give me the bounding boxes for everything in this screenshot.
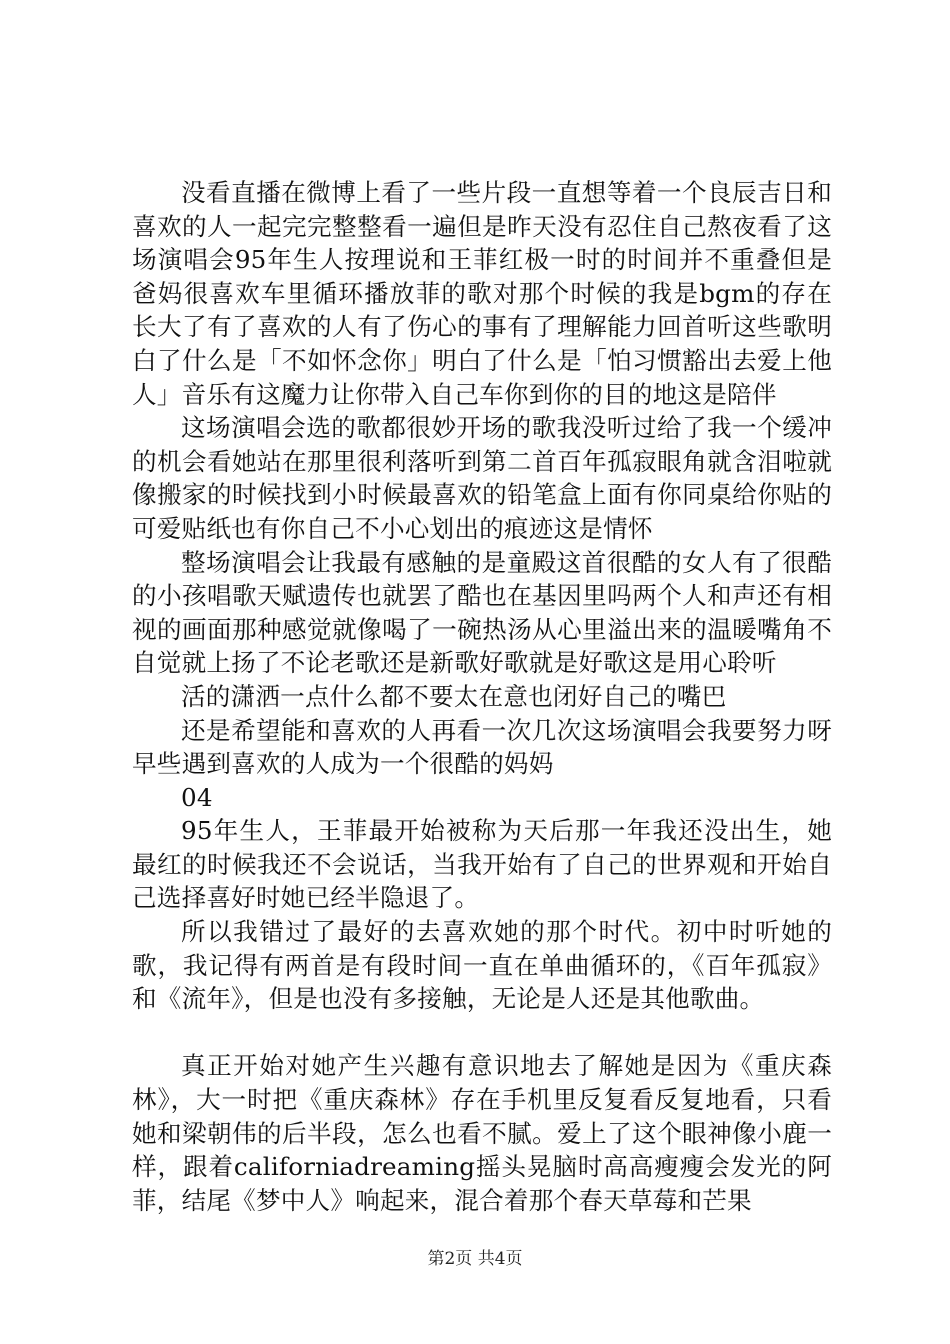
section-number: 04 bbox=[181, 782, 213, 812]
paragraph: 还是希望能和喜欢的人再看一次几次这场演唱会我要努力呀早些遇到喜欢的人成为一个很酷的妈妈 bbox=[132, 715, 832, 779]
page-footer: 第2页 共4页 bbox=[427, 1249, 523, 1269]
blank-line bbox=[132, 1016, 832, 1050]
document-body bbox=[132, 176, 832, 1217]
paragraph: 活的潇洒一点什么都不要太在意也闭好自己的嘴巴 bbox=[181, 681, 727, 711]
paragraph: 真正开始对她产生兴趣有意识地去了解她是因为《重庆森林》，大一时把《重庆森林》存在手机里反复看反复地看，只看她和梁朝伟的后半段，怎么也看不腻。爱上了这个眼神像小鹿一样，跟着californiadreaming摇头晃脑时高高瘦瘦会发光的阿菲，结尾《梦中人》响起来，混合着那个春天草莓和芒果 bbox=[132, 1051, 832, 1215]
paragraph: 这场演唱会选的歌都很妙开场的歌我没听过给了我一个缓冲的机会看她站在那里很利落听到第二首百年孤寂眼角就含泪啦就像搬家的时候找到小时候最喜欢的铅笔盒上面有你同桌给你贴的可爱贴纸也有你自己不小心划出的痕迹这是情怀 bbox=[132, 413, 832, 543]
paragraph: 95年生人，王菲最开始被称为天后那一年我还没出生，她最红的时候我还不会说话，当我开始有了自己的世界观和开始自己选择喜好时她已经半隐退了。 bbox=[132, 816, 832, 913]
paragraph: 所以我错过了最好的去喜欢她的那个时代。初中时听她的歌，我记得有两首是有段时间一直在单曲循环的，《百年孤寂》和《流年》，但是也没有多接触，无论是人还是其他歌曲。 bbox=[132, 917, 832, 1014]
paragraph: 整场演唱会让我最有感触的是童殿这首很酷的女人有了很酷的小孩唱歌天赋遗传也就罢了酷也在基因里吗两个人和声还有相视的画面那种感觉就像喝了一碗热汤从心里溢出来的温暖嘴角不自觉就上扬了不论老歌还是新歌好歌就是好歌这是用心聆听 bbox=[132, 547, 832, 678]
paragraph: 没看直播在微博上看了一些片段一直想等着一个良辰吉日和喜欢的人一起完完整整看一遍但是昨天没有忍住自己熬夜看了这场演唱会95年生人按理说和王菲红极一时的时间并不重叠但是爸妈很喜欢车里循环播放菲的歌对那个时候的我是bgm的存在长大了有了喜欢的人有了伤心的事有了理解能力回首听这些歌明白了什么是「不如怀念你」明白了什么是「怕习惯豁出去爱上他人」音乐有这魔力让你带入自己车你到你的目的地这是陪伴 bbox=[132, 178, 832, 409]
